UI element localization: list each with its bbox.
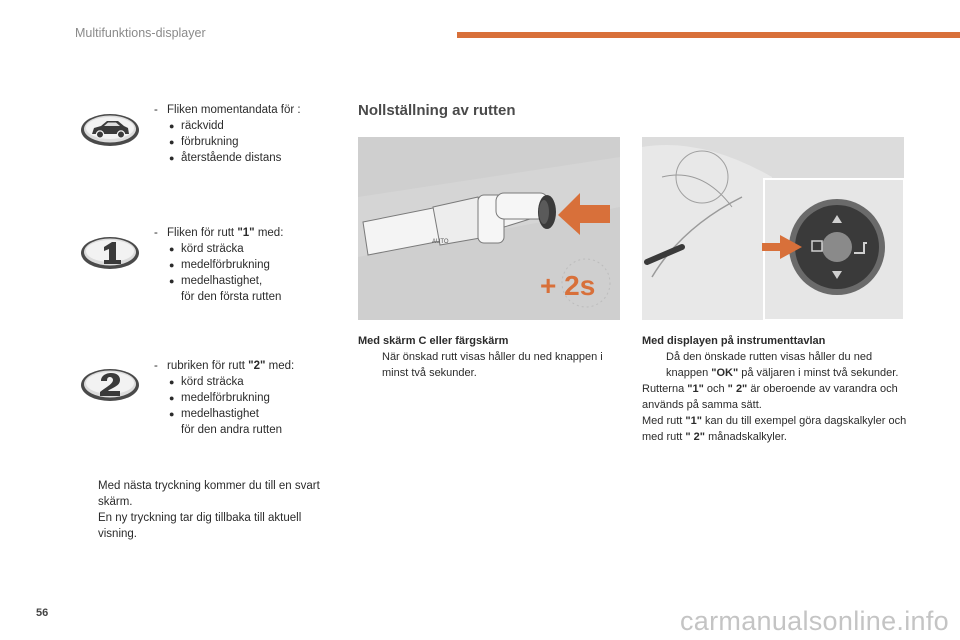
bullet-dot: ● (169, 276, 175, 286)
paragraph-example: Med rutt "1" kan du till exempel göra dagskalkyler och med rutt " 2" månadskalkyler. (642, 415, 907, 443)
bullet-dot: ● (169, 244, 175, 254)
subheading: Med skärm C eller färgskärm (358, 335, 509, 347)
auto-label: AUTO (432, 239, 449, 245)
instructions-screen-c (358, 333, 620, 381)
list-item (154, 225, 283, 305)
bullet-item: ● återstående distans (169, 152, 282, 164)
list-dash: - (154, 360, 158, 372)
page-number: 56 (36, 607, 49, 619)
list-item (154, 358, 294, 438)
note-line-2: En ny tryckning tar dig tillbaka till aktuell visning. (98, 512, 302, 540)
paragraph-independent: Rutterna "1" och " 2" är oberoende av varandra och används på samma sätt. (642, 383, 898, 411)
trip-2-icon (80, 368, 140, 402)
item-lead-text: Fliken momentandata för : (167, 104, 301, 116)
instructions-dashboard (642, 333, 907, 445)
bullet-dot: ● (169, 137, 175, 147)
trip-1-icon (80, 236, 140, 270)
list-dash: - (154, 104, 158, 116)
note-line-1: Med nästa tryckning kommer du till en svart skärm. (98, 480, 320, 508)
bullet-dot: ● (169, 260, 175, 270)
stalk-illustration (358, 137, 620, 320)
item-continuation: för den första rutten (181, 291, 282, 303)
bullet-item: ● medelförbrukning (169, 392, 270, 404)
subheading: Med displayen på instrumenttavlan (642, 335, 826, 347)
item-continuation: för den andra rutten (181, 424, 283, 436)
page-section-title: Multifunktions-displayer (75, 26, 206, 40)
bullet-item: ● räckvidd (169, 120, 224, 132)
instruction-bullet: Då den önskade rutten visas håller du ned knappen "OK" på väljaren i minst två sekunder. (666, 351, 899, 379)
car-tab-icon (80, 113, 140, 147)
bullet-item: ● körd sträcka (169, 376, 244, 388)
bullet-item: ● medelhastighet (169, 408, 259, 420)
bullet-item: ● körd sträcka (169, 243, 244, 255)
header-accent-bar (457, 32, 960, 38)
section-heading: Nollställning av rutten (358, 102, 516, 119)
instruction-bullet: När önskad rutt visas håller du ned knappen i minst två sekunder. (382, 351, 603, 379)
note-paragraph (76, 478, 326, 542)
item-lead-text: rubriken för rutt "2" med: (167, 360, 295, 372)
bullet-dot: ● (169, 393, 175, 403)
bullet-item: ● medelförbrukning (169, 259, 270, 271)
press-duration-label: + 2s (540, 270, 596, 301)
bullet-dot: ● (169, 377, 175, 387)
list-dash: - (154, 227, 158, 239)
watermark: carmanualsonline.info (680, 606, 949, 636)
list-item (154, 102, 301, 166)
bullet-dot: ● (169, 153, 175, 163)
dashboard-illustration (642, 137, 904, 320)
bullet-item: ● medelhastighet, (169, 275, 263, 287)
item-lead-text: Fliken för rutt "1" med: (167, 227, 284, 239)
bullet-item: ● förbrukning (169, 136, 239, 148)
bullet-dot: ● (169, 409, 175, 419)
bullet-dot: ● (169, 121, 175, 131)
